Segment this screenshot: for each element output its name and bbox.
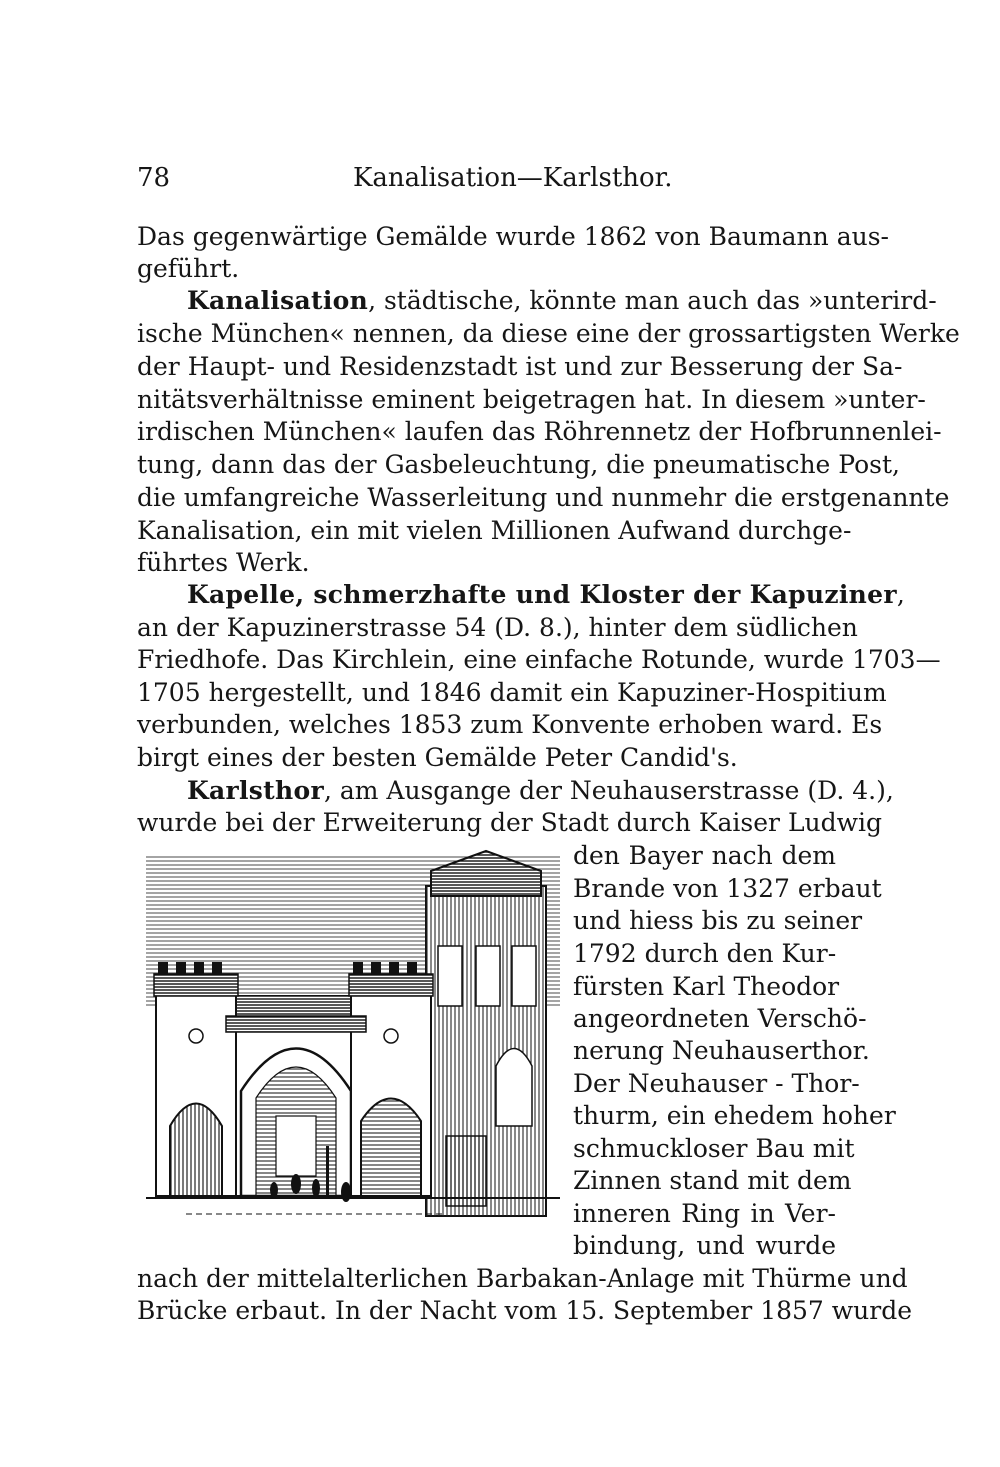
text-line: thurm, ein ehedem hoher xyxy=(573,1101,896,1130)
text-line: irdischen München« laufen das Röhrennetz der Hofbrunnenlei- xyxy=(137,417,942,446)
right-gate-tower xyxy=(349,962,433,1196)
text-line: ische München« nennen, da diese eine der grossartigsten Werke xyxy=(137,319,960,348)
entry-text: , xyxy=(896,580,905,609)
lemma-kapelle: Kapelle, schmerzhafte und Kloster der Kapuziner xyxy=(187,580,897,609)
text-line: nerung Neuhauserthor. xyxy=(573,1036,870,1065)
gothic-tower xyxy=(426,851,546,1216)
text-line: Brande von 1327 erbaut xyxy=(573,874,882,903)
text-line: Zinnen stand mit dem xyxy=(573,1166,852,1195)
text-line: Der Neuhauser - Thor- xyxy=(573,1069,860,1098)
text-line: birgt eines der besten Gemälde Peter Candid's. xyxy=(137,743,738,772)
entry-kapelle xyxy=(187,578,905,611)
text-line: nitätsverhältnisse eminent beigetragen hat. In diesem »unter- xyxy=(137,385,926,414)
text-line: und hiess bis zu seiner xyxy=(573,906,863,935)
text-line: tung, dann das der Gasbeleuchtung, die pneumatische Post, xyxy=(137,450,900,479)
lemma-karlsthor: Karlsthor xyxy=(187,776,324,805)
entry-karlsthor xyxy=(187,774,894,807)
entry-text: , städtische, könnte man auch das »unterird- xyxy=(368,286,937,315)
text-line: geführt. xyxy=(137,254,240,283)
karlsthor-engraving xyxy=(146,836,560,1232)
text-line: Das gegenwärtige Gemälde wurde 1862 von Baumann aus- xyxy=(137,222,889,251)
text-line: nach der mittelalterlichen Barbakan-Anlage mit Thürme und xyxy=(137,1264,908,1293)
text-line: an der Kapuzinerstrasse 54 (D. 8.), hinter dem südlichen xyxy=(137,613,858,642)
entry-kanalisation xyxy=(187,284,937,317)
text-line: 1705 hergestellt, und 1846 damit ein Kapuziner-Hospitium xyxy=(137,678,887,707)
text-line: Brücke erbaut. In der Nacht vom 15. September 1857 wurde xyxy=(137,1296,913,1325)
text-line: wurde bei der Erweiterung der Stadt durch Kaiser Ludwig xyxy=(137,808,883,837)
text-line: schmuckloser Bau mit xyxy=(573,1134,855,1163)
text-line: angeordneten Verschö- xyxy=(573,1004,867,1033)
left-tower xyxy=(154,962,238,1196)
text-line: fürsten Karl Theodor xyxy=(573,972,840,1001)
lemma-kanalisation: Kanalisation xyxy=(187,286,369,315)
text-line: den Bayer nach dem xyxy=(573,841,836,870)
text-line: Friedhofe. Das Kirchlein, eine einfache Rotunde, wurde 1703— xyxy=(137,645,941,674)
text-line: Kanalisation, ein mit vielen Millionen Aufwand durchge- xyxy=(137,516,852,545)
text-line: führtes Werk. xyxy=(137,548,310,577)
text-line: der Haupt- und Residenzstadt ist und zur Besserung der Sa- xyxy=(137,352,903,381)
text-line: inneren Ring in Ver- xyxy=(573,1199,836,1228)
text-line: 1792 durch den Kur- xyxy=(573,939,837,968)
page-number: 78 xyxy=(137,163,171,193)
running-title: Kanalisation—Karlsthor. xyxy=(353,163,673,193)
text-line: bindung, und wurde xyxy=(573,1231,836,1260)
running-header xyxy=(137,160,836,196)
entry-text: , am Ausgange der Neuhauserstrasse (D. 4.), xyxy=(323,776,894,805)
text-line: die umfangreiche Wasserleitung und nunmehr die erstgenannte xyxy=(137,483,950,512)
text-line: verbunden, welches 1853 zum Konvente erhoben ward. Es xyxy=(137,710,883,739)
